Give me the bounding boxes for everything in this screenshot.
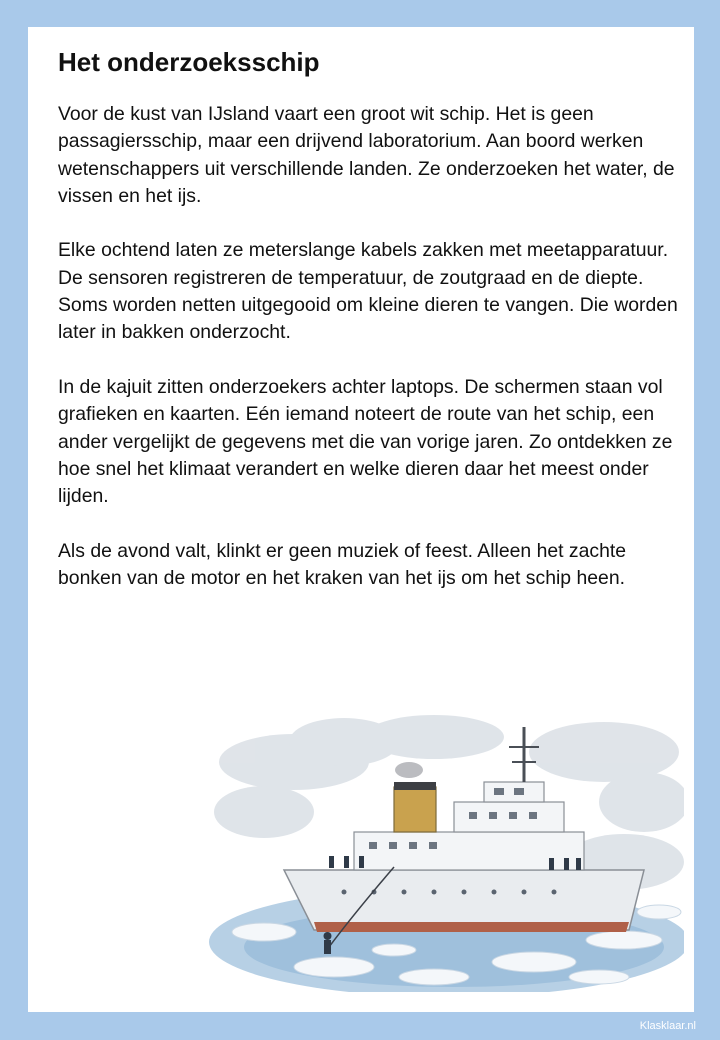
paragraph-1: Voor de kust van IJsland vaart een groot wit schip. Het is geen passagiersschip, maar een drijvend laboratorium. Aan boord werken wetenschappers uit verschillende landen. Ze onderzoeken het water, de vissen en het ijs. (58, 103, 675, 207)
paragraph-2: Elke ochtend laten ze meterslange kabels zakken met meetapparatuur. De sensoren registreren de temperatuur, de zoutgraad en de diepte. Soms worden netten uitgegooid om kleine dieren te vangen. Die worden later in bakken onderzocht. (58, 239, 678, 344)
worksheet-card (28, 27, 694, 1012)
page-title: Het onderzoeksschip (58, 47, 320, 77)
research-ship-illustration (204, 692, 684, 992)
credit-label: Klasklaar.nl (639, 1020, 696, 1032)
story-text (58, 101, 678, 620)
paragraph-4: Als de avond valt, klinkt er geen muziek of feest. Alleen het zachte bonken van de motor en het kraken van het ijs om het schip heen. (58, 539, 627, 590)
paragraph-3: In de kajuit zitten onderzoekers achter laptops. De schermen staan vol grafieken en kaarten. Eén iemand noteert de route van het schip, een ander vergelijkt de gegevens met die van vorige jaren. Zo ontdekken ze hoe snel het klimaat verandert en welke dieren daar het meest onder lijden. (58, 375, 673, 508)
